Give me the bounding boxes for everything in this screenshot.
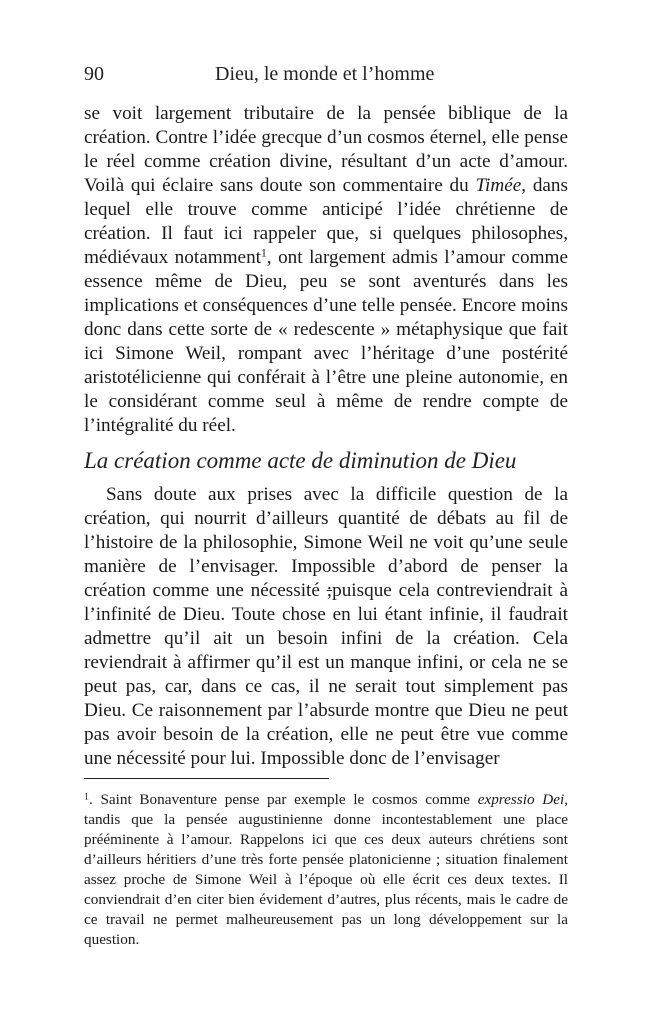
struck-punctuation: ; xyxy=(326,580,333,601)
paragraph-text: , dans lequel elle trouve comme anticipé l’idée chrétienne de création. Il faut ici rappeler que, si quelques philosophes, médiévaux notamment xyxy=(84,175,568,268)
section-heading: La création comme acte de diminution de Dieu xyxy=(84,448,517,473)
footnote-text: , tandis que la pensée augustinienne donne incontestablement une place prééminente à l’amour. Rappelons ici que ces deux auteurs chrétiens sont d’ailleurs héritiers d’une très forte pensée platonicienne ; situation finalement assez proche de Simone Weil à l’époque où elle écrit ces deux textes. Il conviendrait d’en citer bien évidement d’autres, plus récents, mais le cadre de ce travail ne permet malheureusement pas un long développement sur la question. xyxy=(84,791,568,948)
paragraph-text: puisque cela contreviendrait à l’infinité de Dieu. Toute chose en lui étant infinie, il faudrait admettre qu’il ait un besoin infini de la création. Cela reviendrait à affirmer qu’il est un manque infini, or cela ne se peut pas, car, dans ce cas, il ne serait tout simplement pas Dieu. Ce raisonnement par l’absurde montre que Dieu ne peut pas avoir besoin de la création, elle ne peut être vue comme une nécessité pour lui. Impossible donc de l’envisager xyxy=(84,580,568,769)
footnote-number: 1 xyxy=(84,791,89,803)
page-number: 90 xyxy=(84,63,104,85)
body-paragraph-1 xyxy=(84,102,568,438)
italic-title: Timée xyxy=(475,175,522,196)
running-title: Dieu, le monde et l’homme xyxy=(215,63,435,85)
footnote-text: . Saint Bonaventure pense par exemple le cosmos comme xyxy=(88,791,478,808)
paragraph-text: Sans doute aux prises avec la difficile question de la création, qui nourrit d’ailleurs quantité de débats au fil de l’histoire de la philosophie, Simone Weil ne voit qu’une seule manière de l’envisager. Impossible d’abord de penser la création comme une nécessité xyxy=(84,484,568,601)
paragraph-text: , ont largement admis l’amour comme essence même de Dieu, peu se sont aventurés dans les implications et conséquences d’une telle pensée. Encore moins donc dans cette sorte de « redescente » métaphysique que fait ici Simone Weil, rompant avec l’héritage d’une postérité aristotélicienne qui conférait à l’être une pleine autonomie, en le considérant comme seul à même de rendre compte de l’intégralité du réel. xyxy=(84,247,568,436)
footnote-italic: expressio Dei xyxy=(477,791,565,808)
footnote xyxy=(84,790,568,950)
body-paragraph-2 xyxy=(84,483,568,771)
paragraph-text: se voit largement tributaire de la pensée biblique de la création. Contre l’idée grecque d’un cosmos éternel, elle pense le réel comme création divine, résultant d’un acte d’amour. Voilà qui éclaire sans doute son commentaire du xyxy=(84,103,568,196)
footnote-reference: 1 xyxy=(261,247,267,260)
footnote-separator xyxy=(84,778,329,779)
